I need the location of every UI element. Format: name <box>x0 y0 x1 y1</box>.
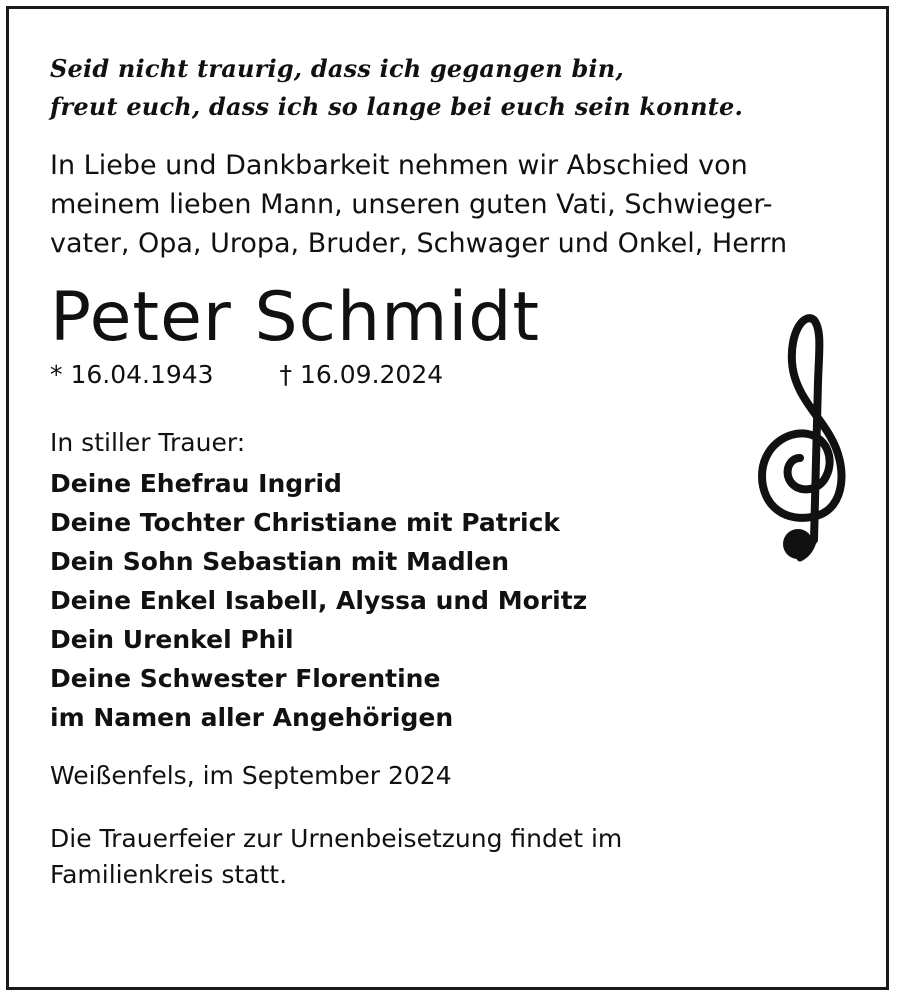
mourner-item: Deine Ehefrau Ingrid <box>50 469 342 498</box>
intro-line-3: vater, Opa, Uropa, Bruder, Schwager und Onkel, Herrn <box>50 228 788 259</box>
mourners-list <box>50 464 850 737</box>
mourner-item: Deine Schwester Florentine <box>50 664 441 693</box>
intro-line-1: In Liebe und Dankbarkeit nehmen wir Abschied von <box>50 150 748 181</box>
ceremony-line-1: Die Trauerfeier zur Urnenbeisetzung findet im <box>50 824 623 853</box>
quote-line-1: Seid nicht traurig, dass ich gegangen bin, <box>50 54 624 83</box>
ceremony-line-2: Familienkreis statt. <box>50 860 288 889</box>
birth-date: * 16.04.1943 <box>50 360 214 389</box>
memorial-quote <box>50 50 850 126</box>
intro-text <box>50 146 850 263</box>
deceased-name: Peter Schmidt <box>50 278 541 357</box>
mourning-label: In stiller Trauer: <box>50 428 246 457</box>
life-dates <box>50 358 850 392</box>
mourner-item: Deine Tochter Christiane mit Patrick <box>50 508 561 537</box>
mourner-item: Dein Urenkel Phil <box>50 625 294 654</box>
intro-line-2: meinem lieben Mann, unseren guten Vati, Schwieger- <box>50 189 773 220</box>
ceremony-note <box>50 821 850 893</box>
obituary-content <box>50 50 850 893</box>
treble-clef-icon <box>748 312 858 572</box>
mourner-item: im Namen aller Angehörigen <box>50 703 454 732</box>
mourner-item: Deine Enkel Isabell, Alyssa und Moritz <box>50 586 588 615</box>
mourner-item: Dein Sohn Sebastian mit Madlen <box>50 547 509 576</box>
death-date: † 16.09.2024 <box>279 360 444 389</box>
place-date: Weißenfels, im September 2024 <box>50 761 452 790</box>
quote-line-2: freut euch, dass ich so lange bei euch sein konnte. <box>50 92 744 121</box>
